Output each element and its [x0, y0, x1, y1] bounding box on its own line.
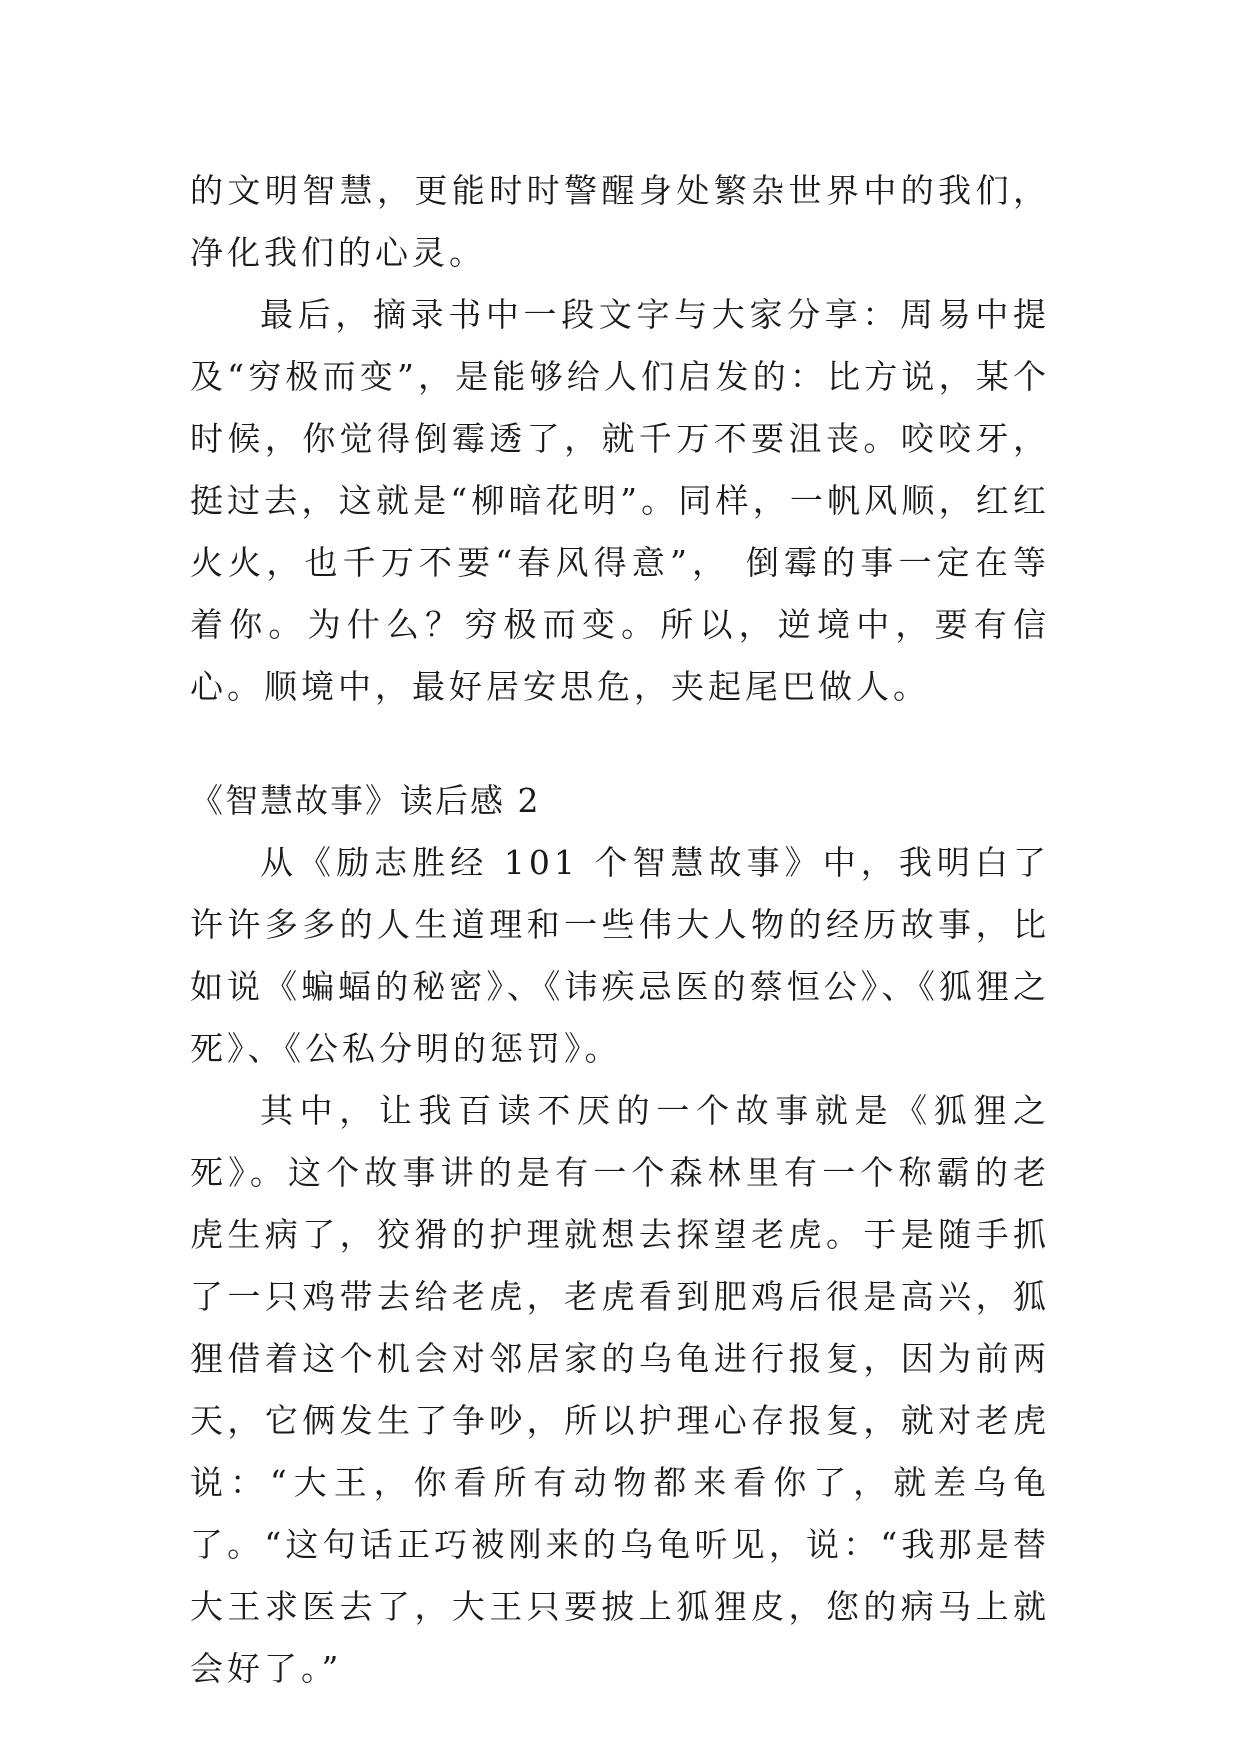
- document-body: [190, 160, 1050, 1700]
- paragraph-intro: 从《励志胜经 101 个智慧故事》中，我明白了许许多多的人生道理和一些伟大人物的经历故事，比如说《蝙蝠的秘密》、《讳疾忌医的蔡恒公》、《狐狸之死》、《公私分明的惩罚》。: [190, 843, 1050, 1068]
- section-heading: 《智慧故事》读后感 2: [190, 781, 541, 820]
- paragraph-continued: 的文明智慧，更能时时警醒身处繁杂世界中的我们，净化我们的心灵。: [190, 171, 1050, 272]
- paragraph-story: 其中，让我百读不厌的一个故事就是《狐狸之死》。这个故事讲的是有一个森林里有一个称霸的老虎生病了，狡猾的护理就想去探望老虎。于是随手抓了一只鸡带去给老虎，老虎看到肥鸡后很是高兴，狐狸借着这个机会对邻居家的乌龟进行报复，因为前两天，它俩发生了争吵，所以护理心存报复，就对老虎说：“大王，你看所有动物都来看你了，就差乌龟了。“这句话正巧被刚来的乌龟听见，说：“我那是替大王求医去了，大王只要披上狐狸皮，您的病马上就会好了。”: [190, 1091, 1050, 1688]
- paragraph-closing-excerpt: 最后，摘录书中一段文字与大家分享：周易中提及“穷极而变”，是能够给人们启发的：比方说，某个时候，你觉得倒霉透了，就千万不要沮丧。咬咬牙，挺过去，这就是“柳暗花明”。同样，一帆风顺，红红火火，也千万不要“春风得意”， 倒霉的事一定在等着你。为什么？穷极而变。所以，逆境中，要有信心。顺境中，最好居安思危，夹起尾巴做人。: [190, 295, 1050, 706]
